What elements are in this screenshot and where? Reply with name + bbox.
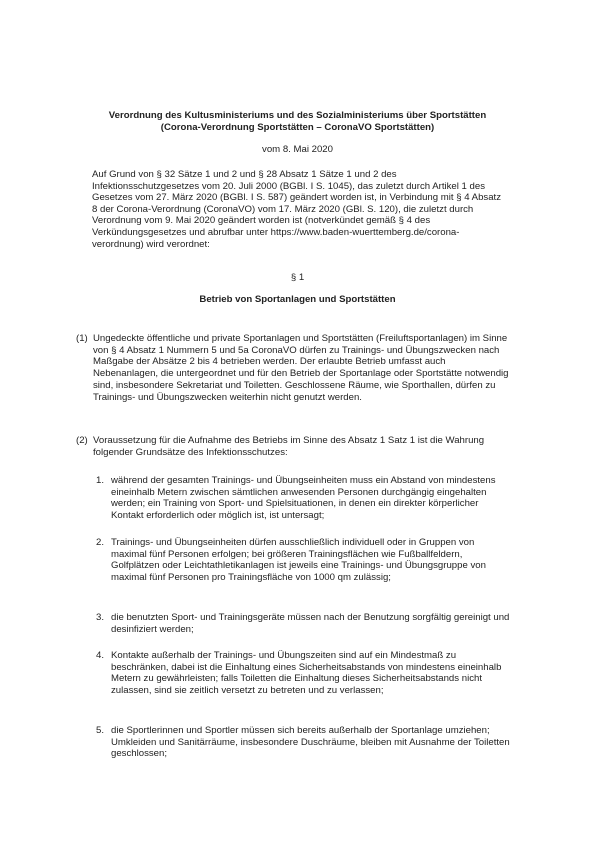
- section-title: Betrieb von Sportanlagen und Sportstätten: [199, 294, 396, 305]
- paragraph-text: Ungedeckte öffentliche und private Sportanlagen und Sportstätten (Freiluftsportanlagen) im Sinne von § 4 Absatz 1 Nummern 5 und 5a CoronaVO dürfen zu Trainings- und Übungszwecken nach Maßgabe der Absätze 2 bis 4 betrieben werden. Der erlaubte Betrieb umfasst auch Nebenanlagen, die untergeordnet und für den Betrieb der Sportanlage oder Sportstätte notwendig sind, insbesondere Sekretariat und Toiletten. Geschlossene Räume, wie Sporthallen, dürfen zu Trainings- und Übungszwecken weiterhin nicht genutzt werden.: [93, 333, 509, 403]
- list-item-number: 3.: [96, 612, 105, 623]
- document-title: [60, 110, 535, 134]
- title-line-1: Verordnung des Kultusministeriums und des Sozialministeriums über Sportstätten: [108, 110, 487, 121]
- list-item-text: die Sportlerinnen und Sportler müssen sich bereits außerhalb der Sportanlage umziehen; Umkleiden und Sanitärräume, insbesondere Duschräume, bleiben mit Ausnahme der Toiletten geschlossen;: [111, 725, 510, 760]
- paragraph-number: (2): [76, 435, 88, 446]
- list-item-number: 5.: [96, 725, 105, 736]
- paragraph-number: (1): [76, 333, 88, 344]
- list-item: [96, 725, 512, 760]
- list-item-number: 2.: [96, 537, 105, 548]
- section-sign: § 1: [290, 272, 305, 283]
- list-item: [96, 612, 512, 635]
- list-item: [96, 650, 512, 697]
- list-item-text: Kontakte außerhalb der Trainings- und Übungszeiten sind auf ein Mindestmaß zu beschränken, dabei ist die Einhaltung eines Sicherheitsabstands von mindestens eineinhalb Metern zu gewährleisten; falls Toiletten die Einhaltung dieses Sicherheitsabstands nicht zulassen, sind sie zeitlich versetzt zu betreten und zu verlassen;: [111, 650, 502, 697]
- list-item-text: Trainings- und Übungseinheiten dürfen ausschließlich individuell oder in Gruppen von maximal fünf Personen erfolgen; bei größeren Trainingsflächen wie Fußballfeldern, Golfplätzen oder Leichtathletikanlagen ist jeweils eine Trainings- und Übungsgruppe von maximal fünf Personen pro Trainingsfläche von 1000 qm zulässig;: [111, 537, 486, 584]
- preamble-text: Auf Grund von § 32 Sätze 1 und 2 und § 28 Absatz 1 Sätze 1 und 2 des Infektionsschutzgesetzes vom 20. Juli 2000 (BGBl. I S. 1045), das zuletzt durch Artikel 1 des Gesetzes vom 27. März 2020 (BGBl. I S. 587) geändert worden ist, in Verbindung mit § 4 Absatz 8 der Corona-Verordnung (CoronaVO) vom 17. März 2020 (GBl. S. 120), die zuletzt durch Verordnung vom 9. Mai 2020 geändert worden ist (notverkündet gemäß § 4 des Verkündungsgesetzes und abrufbar unter https://www.baden-wuerttemberg.de/corona-verordnung) wird verordnet:: [92, 169, 502, 250]
- paragraph-2: [76, 435, 512, 458]
- list-item-text: während der gesamten Trainings- und Übungseinheiten muss ein Abstand von mindestens eineinhalb Metern zwischen sämtlichen anwesenden Personen durchgängig eingehalten werden; ein Training von Sport- und Spielsituationen, in denen ein direkter körperlicher Kontakt erforderlich oder möglich ist, ist untersagt;: [111, 475, 496, 522]
- document-date: vom 8. Mai 2020: [262, 144, 333, 155]
- title-line-2: (Corona-Verordnung Sportstätten – CoronaVO Sportstätten): [160, 122, 435, 133]
- list-item-number: 1.: [96, 475, 105, 486]
- list-item-number: 4.: [96, 650, 105, 661]
- paragraph-1: [76, 333, 512, 403]
- list-item-text: die benutzten Sport- und Trainingsgeräte müssen nach der Benutzung sorgfältig gereinigt und desinfiziert werden;: [111, 612, 510, 635]
- paragraph-text: Voraussetzung für die Aufnahme des Betriebs im Sinne des Absatz 1 Satz 1 ist die Wahrung folgender Grundsätze des Infektionsschutzes:: [93, 435, 485, 458]
- list-item: [96, 537, 512, 584]
- list-item: [96, 475, 512, 522]
